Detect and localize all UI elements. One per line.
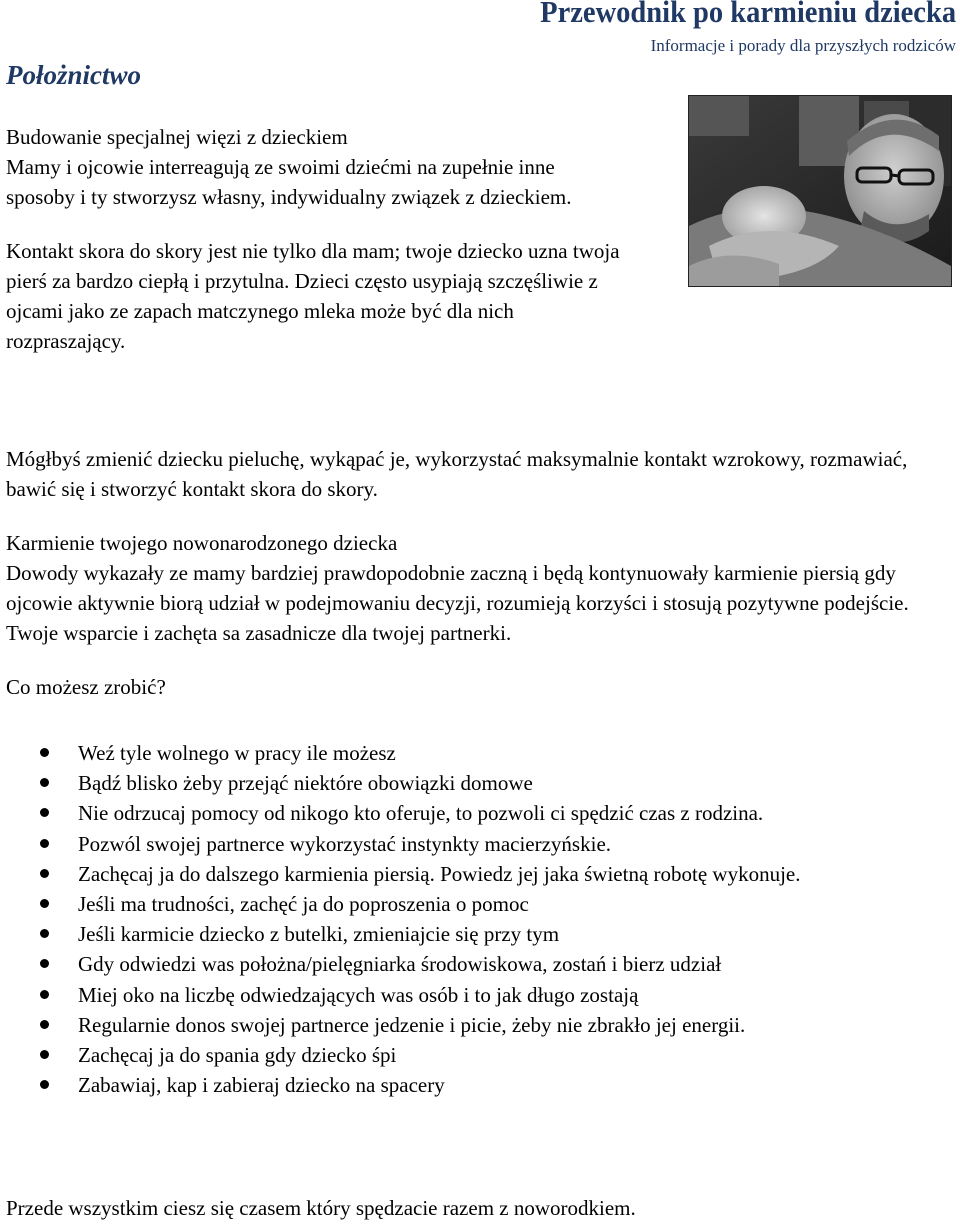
- closing-sentence: Przede wszystkim ciesz się czasem który spędzacie razem z noworodkiem.: [6, 1196, 636, 1220]
- bullet-icon: [40, 899, 49, 908]
- bullet-icon: [40, 808, 49, 817]
- brand-logo-text: Położnictwo: [6, 60, 142, 90]
- photo-image: [689, 96, 951, 286]
- bullet-icon: [40, 1050, 49, 1059]
- father-with-newborn-photo: [688, 95, 952, 287]
- list-item: Zachęcaj ja do dalszego karmienia piersią. Powiedz jej jaka świetną robotę wykonuje.: [6, 859, 956, 889]
- bullet-icon: [40, 929, 49, 938]
- intro-section: [6, 122, 626, 356]
- list-item: Weź tyle wolnego w pracy ile możesz: [6, 738, 956, 768]
- bullet-icon: [40, 1080, 49, 1089]
- bullet-icon: [40, 839, 49, 848]
- bullet-icon: [40, 778, 49, 787]
- intro-paragraph-1: Mamy i ojcowie interreagują ze swoimi dziećmi na zupełnie inne sposoby i ty stworzysz własny, indywidualny związek z dzieckiem.: [6, 155, 572, 209]
- bullet-icon: [40, 990, 49, 999]
- list-item: Pozwól swojej partnerce wykorzystać instynkty macierzyńskie.: [6, 829, 956, 859]
- list-item: Jeśli ma trudności, zachęć ja do poproszenia o pomoc: [6, 889, 956, 919]
- main-content: [6, 444, 956, 1100]
- list-item: Zachęcaj ja do spania gdy dziecko śpi: [6, 1040, 956, 1070]
- list-item: Bądź blisko żeby przejąć niektóre obowiązki domowe: [6, 768, 956, 798]
- section-heading-what-can-you-do: Co możesz zrobić?: [6, 675, 166, 699]
- feeding-paragraph: Dowody wykazały ze mamy bardziej prawdopodobnie zaczną i będą kontynuowały karmienie piersią gdy ojcowie aktywnie biorą udział w podejmowaniu decyzji, rozumieją korzyści i stosują pozytywne podejście. Twoje wsparcie i zachęta sa zasadnicze dla twojej partnerki.: [6, 561, 909, 645]
- bullet-icon: [40, 869, 49, 878]
- list-item: Jeśli karmicie dziecko z butelki, zmieniajcie się przy tym: [6, 919, 956, 949]
- page-title: Przewodnik po karmieniu dziecka: [540, 0, 956, 29]
- intro-paragraph-2: Kontakt skora do skory jest nie tylko dla mam; twoje dziecko uzna twoja pierś za bardzo ciepłą i przytulna. Dzieci często usypiają szczęśliwie z ojcami jako ze zapach matczynego mleka może być dla nich rozpraszający.: [6, 239, 620, 353]
- page-subtitle: Informacje i porady dla przyszłych rodziców: [650, 36, 956, 55]
- bullet-icon: [40, 1020, 49, 1029]
- list-item: Miej oko na liczbę odwiedzających was osób i to jak długo zostają: [6, 980, 956, 1010]
- list-item: Nie odrzucaj pomocy od nikogo kto oferuje, to pozwoli ci spędzić czas z rodzina.: [6, 798, 956, 828]
- bullet-icon: [40, 748, 49, 757]
- tips-list: [6, 738, 956, 1100]
- section-heading-feeding: Karmienie twojego nowonarodzonego dziecka: [6, 531, 398, 555]
- list-item: Zabawiaj, kap i zabieraj dziecko na spacery: [6, 1070, 956, 1100]
- paragraph-diaper: Mógłbyś zmienić dziecku pieluchę, wykąpać je, wykorzystać maksymalnie kontakt wzrokowy, rozmawiać, bawić się i stworzyć kontakt skora do skory.: [6, 447, 908, 501]
- list-item: Regularnie donos swojej partnerce jedzenie i picie, żeby nie zbrakło jej energii.: [6, 1010, 956, 1040]
- bullet-icon: [40, 959, 49, 968]
- list-item: Gdy odwiedzi was położna/pielęgniarka środowiskowa, zostań i bierz udział: [6, 949, 956, 979]
- section-heading-bonding: Budowanie specjalnej więzi z dzieckiem: [6, 125, 348, 149]
